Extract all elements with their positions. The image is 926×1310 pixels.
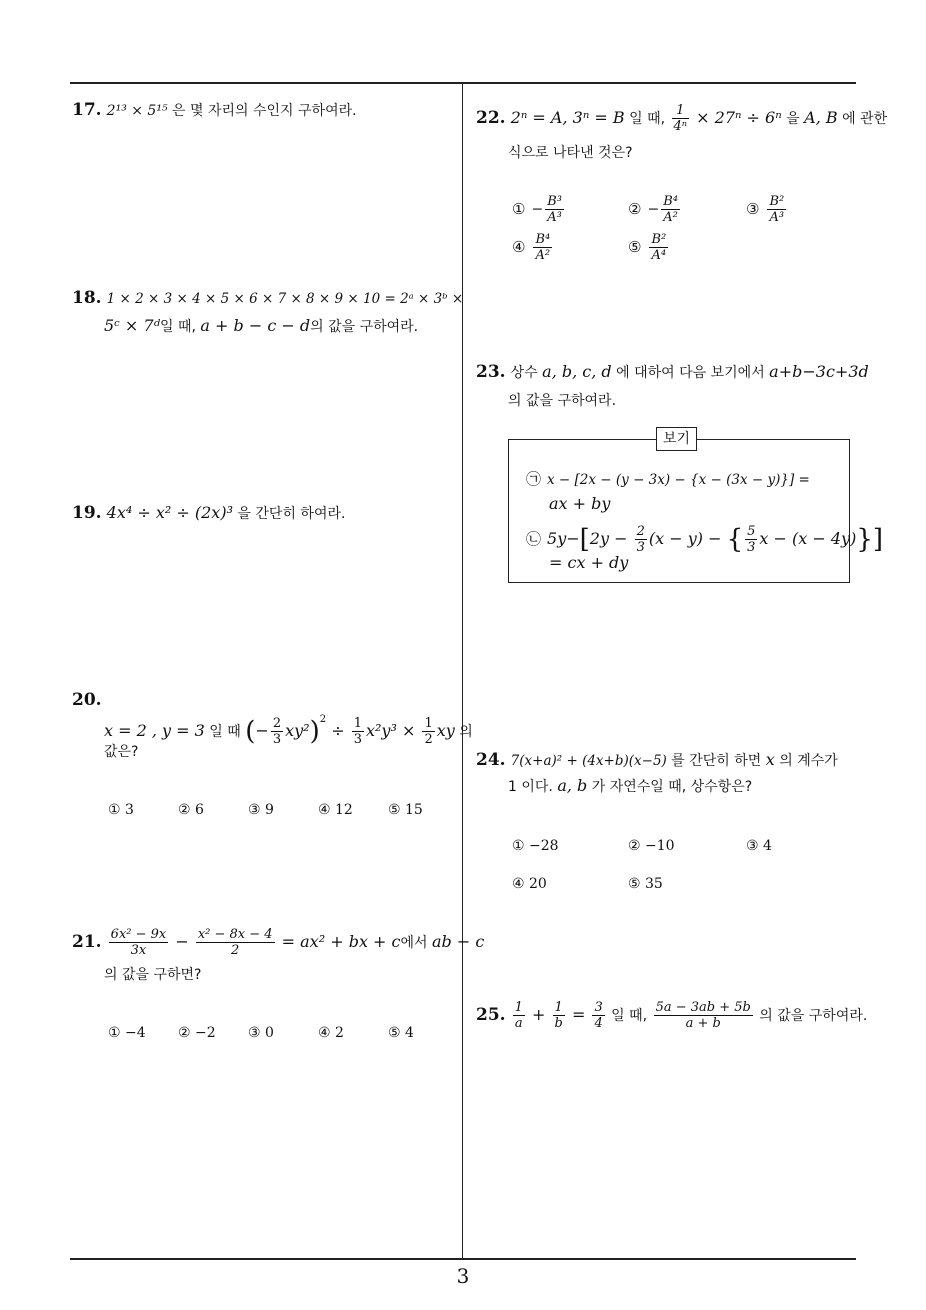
denominator: a — [514, 1016, 523, 1031]
choice-5[interactable] — [628, 232, 670, 263]
numerator: 2 — [636, 524, 645, 539]
problem-number: 20. — [72, 690, 102, 710]
bogi-expression: x − [2x − (y − 3x) − {x − (3x − y)}] = — [547, 472, 810, 488]
numerator: 1 — [672, 103, 690, 119]
problem-text: 식으로 나타낸 것은? — [508, 145, 633, 161]
bogi-expression: = cx + dy — [549, 553, 629, 572]
fraction — [271, 716, 283, 747]
problem-expression: 4x⁴ ÷ x² ÷ (2x)³ — [106, 503, 233, 522]
numerator: B³ — [547, 194, 562, 209]
problem-number: 25. — [476, 1005, 506, 1025]
problem-text: 의 — [454, 724, 473, 740]
choice-label: ④ — [512, 237, 526, 256]
numerator: 2 — [272, 716, 282, 731]
denominator: A⁴ — [651, 248, 667, 263]
choice-5[interactable]: ⑤ 35 — [628, 876, 663, 892]
fraction — [553, 1000, 565, 1031]
fraction — [533, 232, 552, 263]
problem-text: 상수 — [510, 365, 543, 381]
fraction — [545, 194, 564, 225]
item-label: ㉡ — [526, 530, 542, 548]
choice-1[interactable]: ① −28 — [512, 838, 559, 854]
term: xy — [436, 721, 455, 740]
numerator: 1 — [514, 1000, 523, 1015]
choice-4[interactable]: ④ 12 — [318, 802, 353, 818]
denominator: A² — [663, 210, 678, 225]
problem-text: 은 몇 자리의 수인지 구하여라. — [167, 103, 357, 119]
problem-expression: a, b, c, d — [542, 362, 612, 381]
numerator: B⁴ — [663, 194, 678, 209]
denominator: 3 — [353, 732, 362, 747]
denominator: a + b — [685, 1016, 721, 1031]
numerator: 5 — [747, 524, 756, 539]
numerator: 6x² − 9x — [110, 927, 167, 942]
problem-text: 을 — [781, 111, 805, 127]
problem-expression: = ax² + bx + c — [276, 932, 401, 951]
bogi-expression: x − (x − 4y) — [759, 529, 857, 548]
choice-4[interactable]: ④ 20 — [512, 876, 547, 892]
problem-text: 의 값을 구하여라. — [754, 1008, 868, 1024]
fraction — [513, 1000, 525, 1031]
denominator: 4ⁿ — [673, 119, 688, 134]
numerator: 1 — [553, 1000, 565, 1016]
brace-close: } — [856, 524, 873, 555]
bracket-open: [ — [579, 524, 590, 555]
problem-text: 에 대하여 다음 보기에서 — [611, 365, 770, 381]
choice-label: ⑤ — [628, 237, 642, 256]
denominator: A² — [535, 248, 551, 263]
choice-3[interactable] — [746, 194, 788, 225]
choice-label: ② — [628, 199, 642, 218]
denominator: A³ — [769, 210, 785, 225]
problem-expression: 7(x+a)² + (4x+b)(x−5) — [510, 753, 667, 769]
condition: 2ⁿ = A, 3ⁿ = B — [510, 108, 625, 127]
operator: + — [526, 1005, 551, 1024]
problem-expression: 1 × 2 × 3 × 4 × 5 × 6 × 7 × 8 × 9 × 10 = 2ᵃ × 3ᵇ × — [106, 291, 464, 307]
bogi-expression: (x − y) − — [648, 529, 727, 548]
fraction — [767, 194, 786, 225]
fraction — [649, 232, 668, 263]
brace-open: { — [726, 524, 744, 555]
denominator: 2 — [424, 732, 433, 747]
choice-label: ③ — [746, 199, 760, 218]
problem-text: 의 계수가 — [774, 753, 838, 769]
problem-text: 일 때, — [624, 111, 670, 127]
fraction — [635, 524, 647, 555]
bogi-expression: 5y− — [547, 529, 580, 548]
numerator: 5a − 3ab + 5b — [655, 1000, 751, 1015]
choice-3[interactable]: ③ 0 — [248, 1025, 274, 1041]
problem-expression: a+b−3c+3d — [769, 362, 869, 381]
operator: ÷ — [326, 721, 350, 740]
paren-close: ) — [309, 716, 320, 747]
numerator: 1 — [353, 716, 362, 731]
problem-number: 24. — [476, 750, 506, 770]
fraction — [654, 1000, 753, 1031]
denominator: 3x — [130, 943, 147, 958]
problem-number: 19. — [72, 503, 102, 523]
choice-2[interactable]: ② 6 — [178, 802, 204, 818]
problem-text: 1 이다. — [508, 779, 558, 795]
problem-expression: A, B — [804, 108, 838, 127]
denominator: b — [554, 1016, 563, 1031]
fraction — [661, 194, 680, 225]
problem-text: 가 자연수일 때, 상수항은? — [587, 779, 753, 795]
problem-text: 값은? — [104, 744, 139, 760]
problem-text: 의 값을 구하여라. — [310, 319, 419, 335]
fraction — [109, 927, 169, 958]
problem-expression: × 27ⁿ ÷ 6ⁿ — [691, 108, 782, 127]
choice-4[interactable] — [512, 232, 554, 263]
fraction — [592, 1000, 604, 1031]
problem-number: 23. — [476, 362, 506, 382]
term: xy² — [285, 721, 310, 740]
column-divider — [462, 83, 463, 1259]
item-label: ㉠ — [526, 470, 542, 488]
denominator: 2 — [231, 943, 240, 958]
problem-text: 의 값을 구하면? — [104, 967, 202, 983]
problem-expression: x — [765, 750, 775, 769]
bogi-expression: 2y − — [589, 529, 633, 548]
denominator: 3 — [272, 732, 282, 747]
sign: − — [647, 201, 660, 218]
problem-text: 일 때, — [159, 319, 201, 335]
condition: x = 2 , y = 3 — [104, 721, 205, 740]
problem-text: 의 값을 구하여라. — [508, 393, 617, 409]
paren-open: ( — [245, 716, 256, 747]
fraction — [422, 716, 434, 747]
denominator: 4 — [594, 1016, 603, 1031]
denominator: 3 — [747, 540, 756, 555]
operator: × — [396, 721, 421, 740]
choice-4[interactable]: ④ 2 — [318, 1025, 344, 1041]
choice-3[interactable]: ③ 4 — [746, 838, 772, 854]
problem-text: 일 때, — [606, 1008, 652, 1024]
choice-1[interactable] — [512, 194, 566, 225]
fraction — [196, 927, 275, 958]
problem-text: 일 때 — [204, 724, 246, 740]
bogi-expression: ax + by — [549, 494, 611, 513]
page-number: 3 — [456, 1264, 470, 1288]
problem-expression: 5ᶜ × 7ᵈ — [104, 316, 160, 335]
problem-text: 을 간단히 하여라. — [232, 506, 346, 522]
choice-2[interactable] — [628, 194, 682, 225]
problem-text: 를 간단히 하면 — [666, 753, 766, 769]
problem-number: 17. — [72, 100, 102, 120]
exponent: 2 — [319, 714, 327, 725]
choice-2[interactable]: ② −10 — [628, 838, 675, 854]
numerator: B² — [651, 232, 667, 247]
numerator: B² — [769, 194, 785, 209]
minus-sign: − — [255, 721, 269, 740]
problem-expression: 2¹³ × 5¹⁵ — [106, 103, 168, 119]
problem-number: 22. — [476, 108, 506, 128]
sign: − — [531, 201, 544, 218]
problem-expression: a + b − c − d — [200, 316, 311, 335]
choice-label: ① — [512, 199, 526, 218]
fraction — [745, 524, 757, 555]
problem-number: 18. — [72, 288, 102, 308]
operator: − — [170, 932, 194, 951]
bottom-rule — [70, 1258, 856, 1260]
problem-number: 21. — [72, 932, 102, 952]
numerator: 3 — [594, 1000, 603, 1015]
problem-expression: ab − c — [432, 932, 485, 951]
problem-text: 에서 — [400, 935, 432, 951]
choice-5[interactable]: ⑤ 15 — [388, 802, 423, 818]
choice-5[interactable]: ⑤ 4 — [388, 1025, 414, 1041]
numerator: B⁴ — [535, 232, 551, 247]
fraction — [352, 716, 364, 747]
problem-text: 에 관한 — [837, 111, 888, 127]
term: x²y³ — [365, 721, 397, 740]
numerator: 1 — [424, 716, 433, 731]
numerator: x² − 8x − 4 — [197, 927, 273, 942]
choice-1[interactable]: ① 3 — [108, 802, 134, 818]
problem-expression: a, b — [557, 776, 588, 795]
fraction — [672, 103, 690, 134]
bracket-close: ] — [872, 524, 884, 555]
operator: = — [566, 1005, 591, 1024]
top-rule — [70, 82, 856, 84]
denominator: A³ — [547, 210, 562, 225]
choice-3[interactable]: ③ 9 — [248, 802, 274, 818]
choice-1[interactable]: ① −4 — [108, 1025, 146, 1041]
choice-2[interactable]: ② −2 — [178, 1025, 216, 1041]
bogi-title: 보기 — [656, 427, 697, 451]
denominator: 3 — [636, 540, 645, 555]
